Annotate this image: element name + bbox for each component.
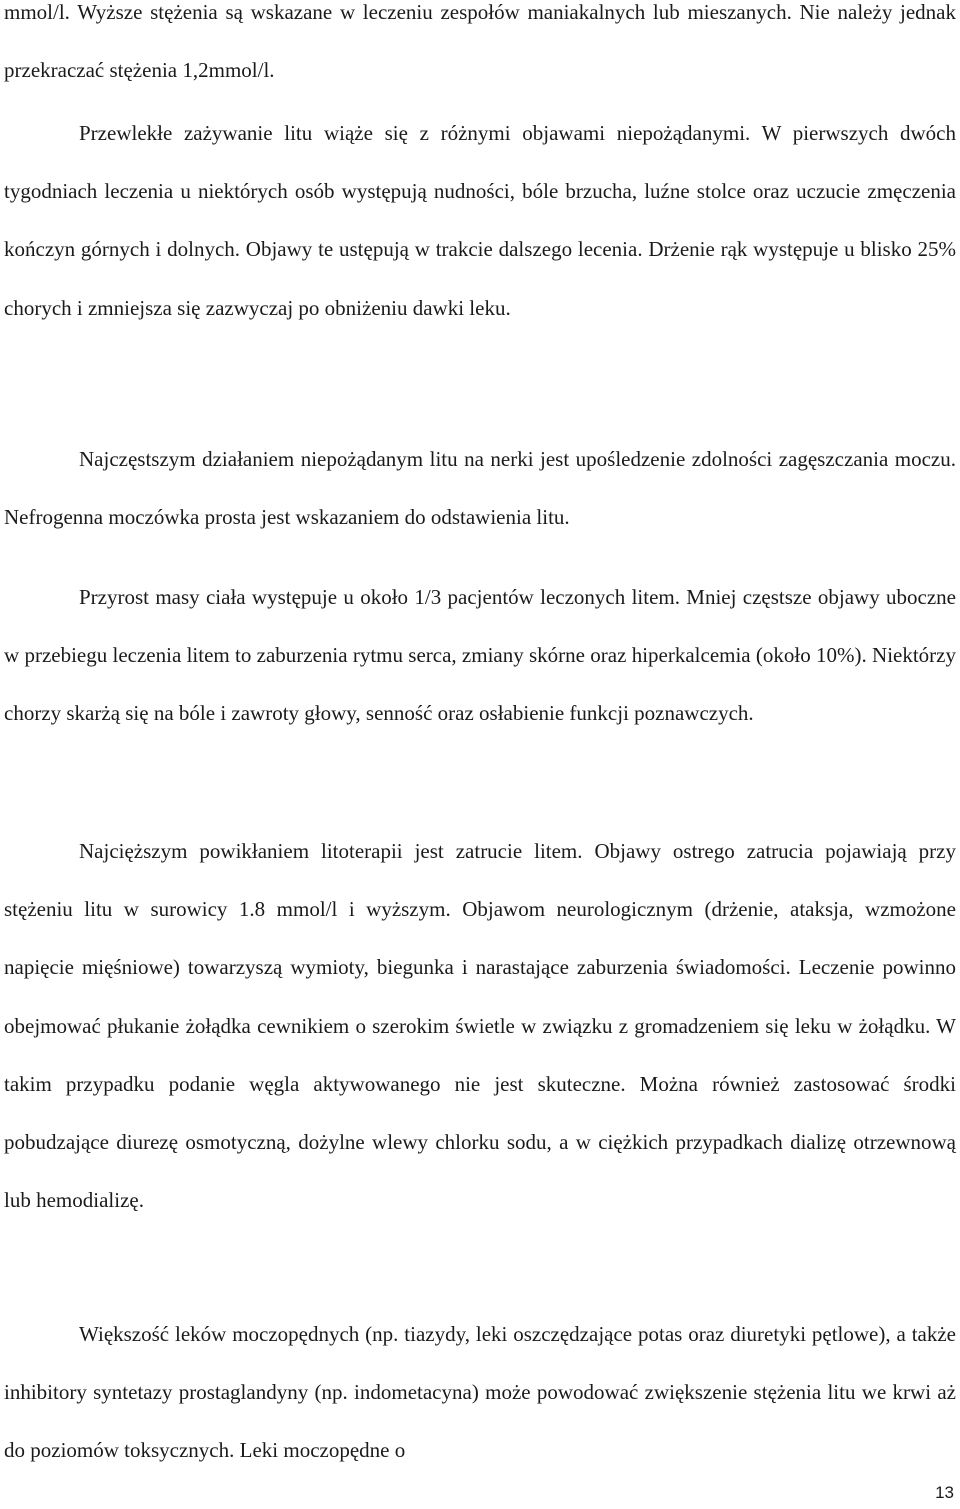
paragraph-side-effects: Przewlekłe zażywanie litu wiąże się z różnymi objawami niepożądanymi. W pierwszych dwóch tygodniach leczenia u niektórych osób występują nudności, bóle brzucha, luźne stolce oraz uczucie zmęczenia kończyn górnych i dolnych. Objawy te ustępują w trakcie dalszego lecenia. Drżenie rąk występuje u blisko 25% chorych i zmniejsza się zazwyczaj po obniżeniu dawki leku. (4, 121, 956, 320)
page-number: 13 (935, 1483, 954, 1502)
paragraph-diuretics: Większość leków moczopędnych (np. tiazydy, leki oszczędzające potas oraz diuretyki pętlowe), a także inhibitory syntetazy prostaglandyny (np. indometacyna) może powodować zwiększenie stężenia litu we krwi aż do poziomów toksycznych. Leki moczopędne o (4, 1322, 956, 1463)
paragraph-kidney-effects: Najczęstszym działaniem niepożądanym litu na nerki jest upośledzenie zdolności zagęszczania moczu. Nefrogenna moczówka prosta jest wskazaniem do odstawienia litu. (4, 447, 956, 530)
paragraph-weight-gain: Przyrost masy ciała występuje u około 1/3 pacjentów leczonych litem. Mniej częstsze objawy uboczne w przebiegu leczenia litem to zaburzenia rytmu serca, zmiany skórne oraz hiperkalcemia (około 10%). Niektórzy chorzy skarżą się na bóle i zawroty głowy, senność oraz osłabienie funkcji poznawczych. (4, 585, 956, 726)
paragraph-lithium-poisoning: Najcięższym powikłaniem litoterapii jest zatrucie litem. Objawy ostrego zatrucia pojawiają przy stężeniu litu w surowicy 1.8 mmol/l i wyższym. Objawom neurologicznym (drżenie, ataksja, wzmożone napięcie mięśniowe) towarzyszą wymioty, biegunka i narastające zaburzenia świadomości. Leczenie powinno obejmować płukanie żołądka cewnikiem o szerokim świetle w związku z gromadzeniem się leku w żołądku. W takim przypadku podanie węgla aktywowanego nie jest skuteczne. Można również zastosować środki pobudzające diurezę osmotyczną, dożylne wlewy chlorku sodu, a w ciężkich przypadkach dializę otrzewnową lub hemodializę. (4, 839, 956, 1213)
paragraph-lithium-concentration: mmol/l. Wyższe stężenia są wskazane w leczeniu zespołów maniakalnych lub mieszanych. Nie należy jednak przekraczać stężenia 1,2mmol/l. (4, 0, 956, 83)
